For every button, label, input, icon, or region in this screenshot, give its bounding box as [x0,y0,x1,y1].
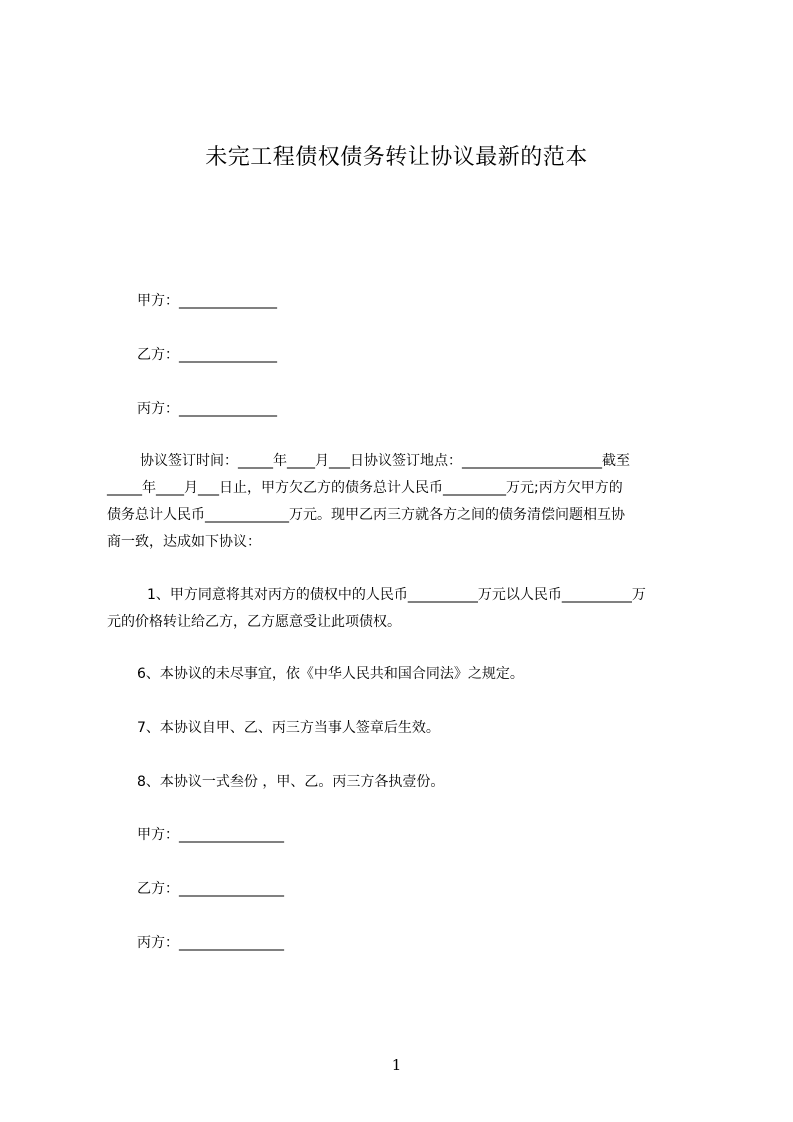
intro-line-1: 协议签订时间：_____年____月___日协议签订地点：____________________截至 [140,453,630,469]
party-c-signature-line-top: 丙方：______________ [137,401,277,417]
page-number: 1 [391,1056,402,1074]
party-a-signature-line-bottom: 甲方：_______________ [137,827,284,843]
party-a-signature-line-top: 甲方：______________ [137,293,277,309]
clause-1-line-1: 1、甲方同意将其对丙方的债权中的人民币__________万元以人民币__________万 [147,587,646,603]
intro-line-4: 商一致，达成如下协议： [107,534,261,550]
intro-line-2: _____年____月___日止，甲方欠乙方的债务总计人民币_________万元;丙方欠甲方的 [107,480,623,496]
clause-1-line-2: 元的价格转让给乙方，乙方愿意受让此项债权。 [107,614,401,630]
clause-7: 7、本协议自甲、乙、丙三方当事人签章后生效。 [137,720,440,736]
party-b-signature-line-bottom: 乙方：_______________ [137,881,284,897]
clause-6: 6、本协议的未尽事宜，依《中华人民共和国合同法》之规定。 [137,666,524,682]
party-c-signature-line-bottom: 丙方：_______________ [137,935,284,951]
party-b-signature-line-top: 乙方：______________ [137,347,277,363]
document-title: 未完工程债权债务转让协议最新的范本 [205,145,588,170]
clause-8: 8、本协议一式叁份 ，甲、乙。丙三方各执壹份。 [137,774,445,790]
intro-line-3: 债务总计人民币____________万元。现甲乙丙三方就各方之间的债务清偿问题相互协 [107,507,625,523]
